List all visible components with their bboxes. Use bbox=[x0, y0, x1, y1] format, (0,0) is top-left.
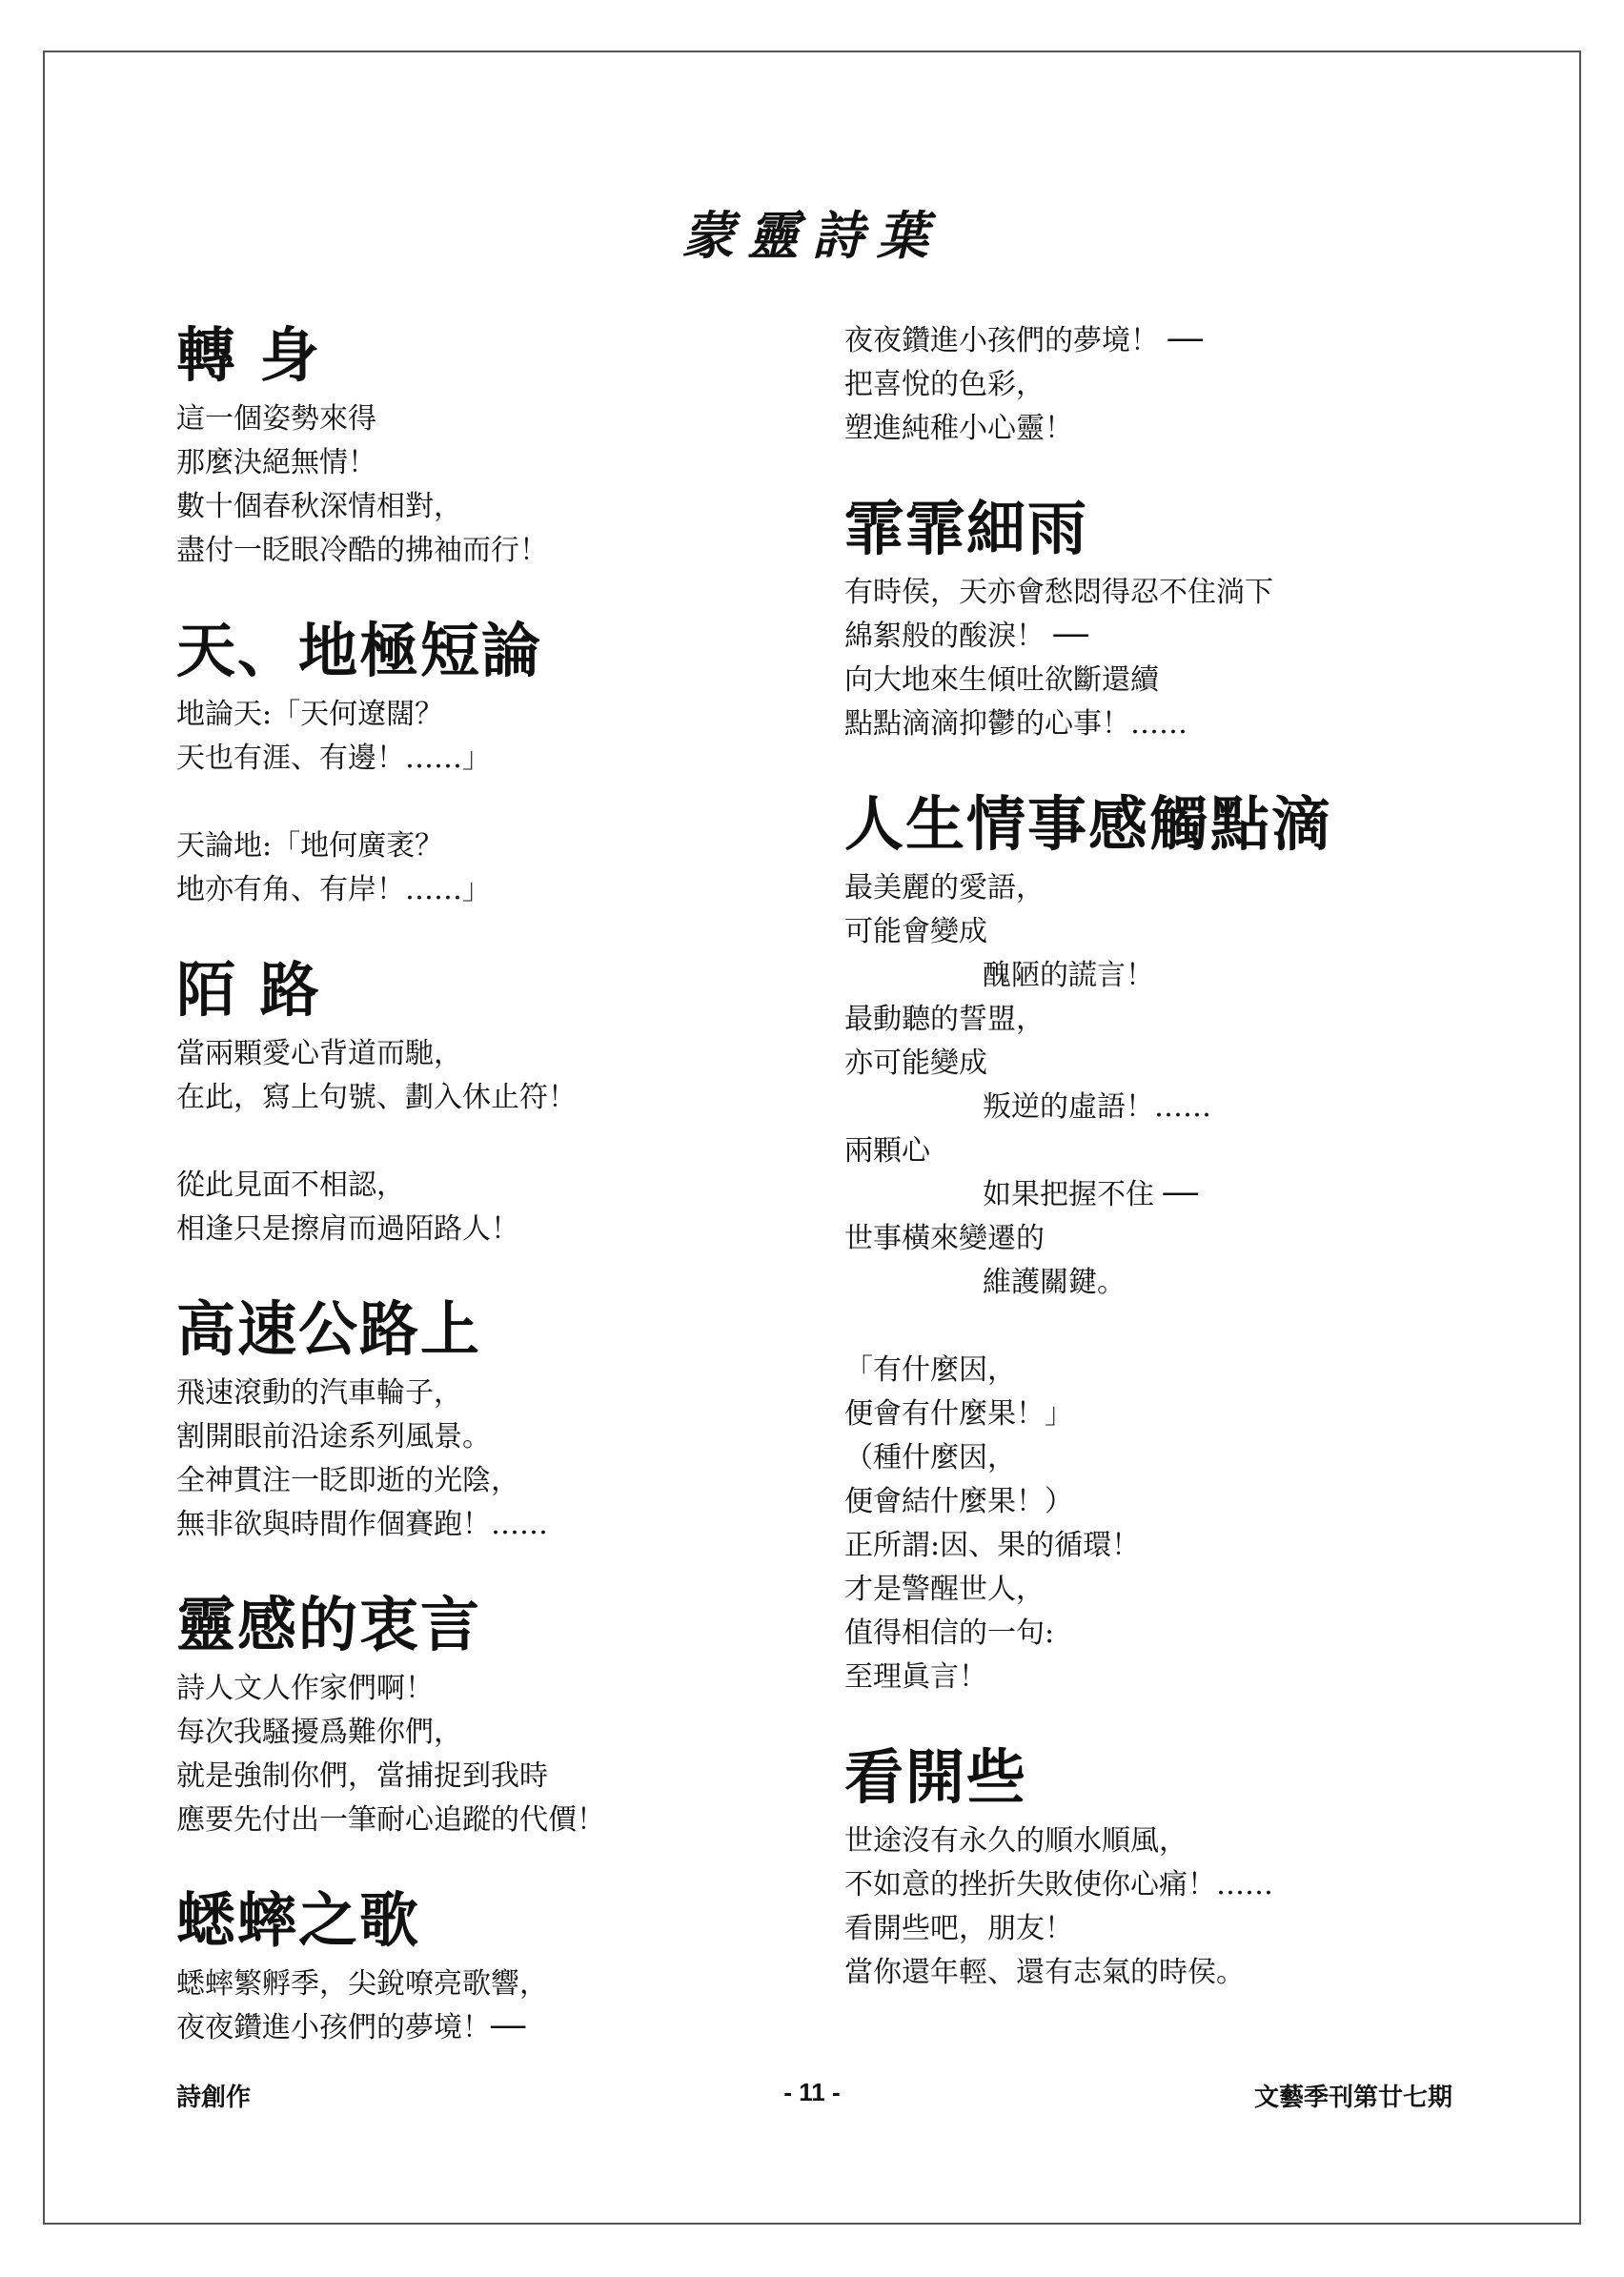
poem-line: 天論地:「地何廣袤？ bbox=[176, 829, 444, 863]
poem-title: 靈感的衷言 bbox=[176, 1590, 482, 1659]
poem-line: 最動聽的誓盟， bbox=[844, 1003, 1045, 1036]
poem-line: 每次我騷擾爲難你們， bbox=[176, 1716, 462, 1749]
poem-line: 把喜悅的色彩， bbox=[844, 368, 1045, 401]
poem-line: 這一個姿勢來得 bbox=[176, 402, 376, 436]
poem bbox=[176, 319, 786, 573]
poem-title: 蟋蟀之歌 bbox=[176, 1885, 421, 1955]
poem-line: 地亦有角、有岸！……」 bbox=[176, 873, 491, 906]
poem bbox=[844, 493, 1454, 746]
poem-line: （種什麼因， bbox=[844, 1441, 1016, 1474]
poem bbox=[176, 1293, 786, 1547]
poem-line: 最美麗的愛語， bbox=[844, 871, 1045, 905]
poem bbox=[176, 954, 786, 1251]
poem-line: 相逢只是擦肩而過陌路人！ bbox=[176, 1212, 519, 1246]
poem-line: 蟋蟀繁孵季，尖銳嘹亮歌響， bbox=[176, 1967, 548, 2001]
poem-line: 當兩顆愛心背道而馳， bbox=[176, 1037, 462, 1070]
footer-page-number: - 11 - bbox=[783, 2078, 841, 2106]
footer-section-label: 詩創作 bbox=[176, 2083, 252, 2111]
poem-line: 綿絮般的酸淚！ ── bbox=[844, 620, 1088, 653]
poem-line: 維護關鍵。 bbox=[983, 1266, 1126, 1299]
poem-line: 如果把握不住 ── bbox=[983, 1178, 1198, 1211]
poem-line: 無非欲與時間作個賽跑！…… bbox=[176, 1508, 548, 1541]
poem-line: 不如意的挫折失敗使你心痛！…… bbox=[844, 1868, 1273, 1901]
poem bbox=[176, 615, 786, 912]
poem-line: 詩人文人作家們啊！ bbox=[176, 1672, 434, 1705]
poem-line: 便會有什麼果！」 bbox=[844, 1397, 1073, 1431]
poem-line: 至理眞言！ bbox=[844, 1660, 987, 1694]
poem-title: 陌 路 bbox=[176, 955, 321, 1025]
poem-line: 可能會變成 bbox=[844, 915, 987, 948]
poem-line: 地論天:「天何遼闊？ bbox=[176, 698, 444, 731]
poem-line: 世途沒有永久的順水順風， bbox=[844, 1824, 1188, 1858]
poem-line: 盡付一眨眼冷酷的拂袖而行！ bbox=[176, 534, 548, 567]
footer-issue-label: 文藝季刊第廿七期 bbox=[1253, 2083, 1452, 2111]
poem-line: 「有什麼因， bbox=[844, 1353, 1016, 1387]
poem-line: 從此見面不相認， bbox=[176, 1169, 405, 1202]
poem bbox=[844, 319, 1454, 451]
poem bbox=[176, 1589, 786, 1842]
poem-line: 兩顆心 bbox=[844, 1134, 930, 1168]
poem-line: 飛速滾動的汽車輪子， bbox=[176, 1376, 462, 1410]
poem-title: 高速公路上 bbox=[176, 1294, 482, 1364]
poem-line: 值得相信的一句: bbox=[844, 1616, 1055, 1650]
poem-line: 便會結什麼果！） bbox=[844, 1485, 1073, 1518]
poem-line: 才是警醒世人， bbox=[844, 1573, 1045, 1606]
poem-line: 正所謂:因、果的循環！ bbox=[844, 1529, 1141, 1562]
poem-line bbox=[176, 1120, 786, 1164]
poem-title: 轉 身 bbox=[176, 320, 321, 390]
poem-title: 天、地極短論 bbox=[176, 616, 543, 685]
poem-line: 看開些吧，朋友！ bbox=[844, 1912, 1073, 1945]
right-column bbox=[844, 319, 1454, 2037]
poem bbox=[844, 788, 1454, 1699]
poem-line bbox=[176, 781, 786, 824]
poem-line: 應要先付出一筆耐心追蹤的代價！ bbox=[176, 1803, 605, 1837]
poem-line bbox=[844, 1305, 1454, 1349]
poem-line: 亦可能變成 bbox=[844, 1047, 987, 1080]
poem-line: 全神貫注一眨即逝的光陰， bbox=[176, 1464, 519, 1497]
poem bbox=[176, 1884, 786, 2050]
poem-line: 塑進純稚小心靈！ bbox=[844, 412, 1073, 445]
poem-title: 霏霏細雨 bbox=[844, 494, 1089, 563]
poem-title: 看開些 bbox=[844, 1742, 1028, 1812]
poem-line: 向大地來生傾吐欲斷還續 bbox=[844, 663, 1159, 697]
poem-line: 數十個春秋深情相對， bbox=[176, 490, 462, 523]
poem-line: 醜陋的謊言！ bbox=[983, 959, 1154, 992]
poem-line: 有時侯，天亦會愁悶得忍不住淌下 bbox=[844, 576, 1273, 609]
poem-line: 天也有涯、有邊！……」 bbox=[176, 742, 491, 775]
poem-line: 在此，寫上句號、劃入休止符！ bbox=[176, 1081, 577, 1114]
poem-line: 就是強制你們，當捕捉到我時 bbox=[176, 1759, 548, 1793]
left-column bbox=[176, 319, 786, 2092]
poem-line: 叛逆的虛語！…… bbox=[983, 1090, 1211, 1124]
poem-line: 世事橫來變遷的 bbox=[844, 1222, 1045, 1255]
poem-line: 夜夜鑽進小孩們的夢境！── bbox=[176, 2011, 526, 2044]
poem-line: 夜夜鑽進小孩們的夢境！ ── bbox=[844, 324, 1203, 357]
poem-line: 那麼決絕無情！ bbox=[176, 446, 376, 479]
poem bbox=[844, 1741, 1454, 1995]
page-title: 蒙靈詩葉 bbox=[682, 205, 942, 266]
poem-title: 人生情事感觸點滴 bbox=[844, 789, 1333, 859]
poem-line: 點點滴滴抑鬱的心事！…… bbox=[844, 707, 1188, 741]
poem-line: 割開眼前沿途系列風景。 bbox=[176, 1420, 491, 1454]
poem-line: 當你還年輕、還有志氣的時侯。 bbox=[844, 1956, 1245, 1989]
